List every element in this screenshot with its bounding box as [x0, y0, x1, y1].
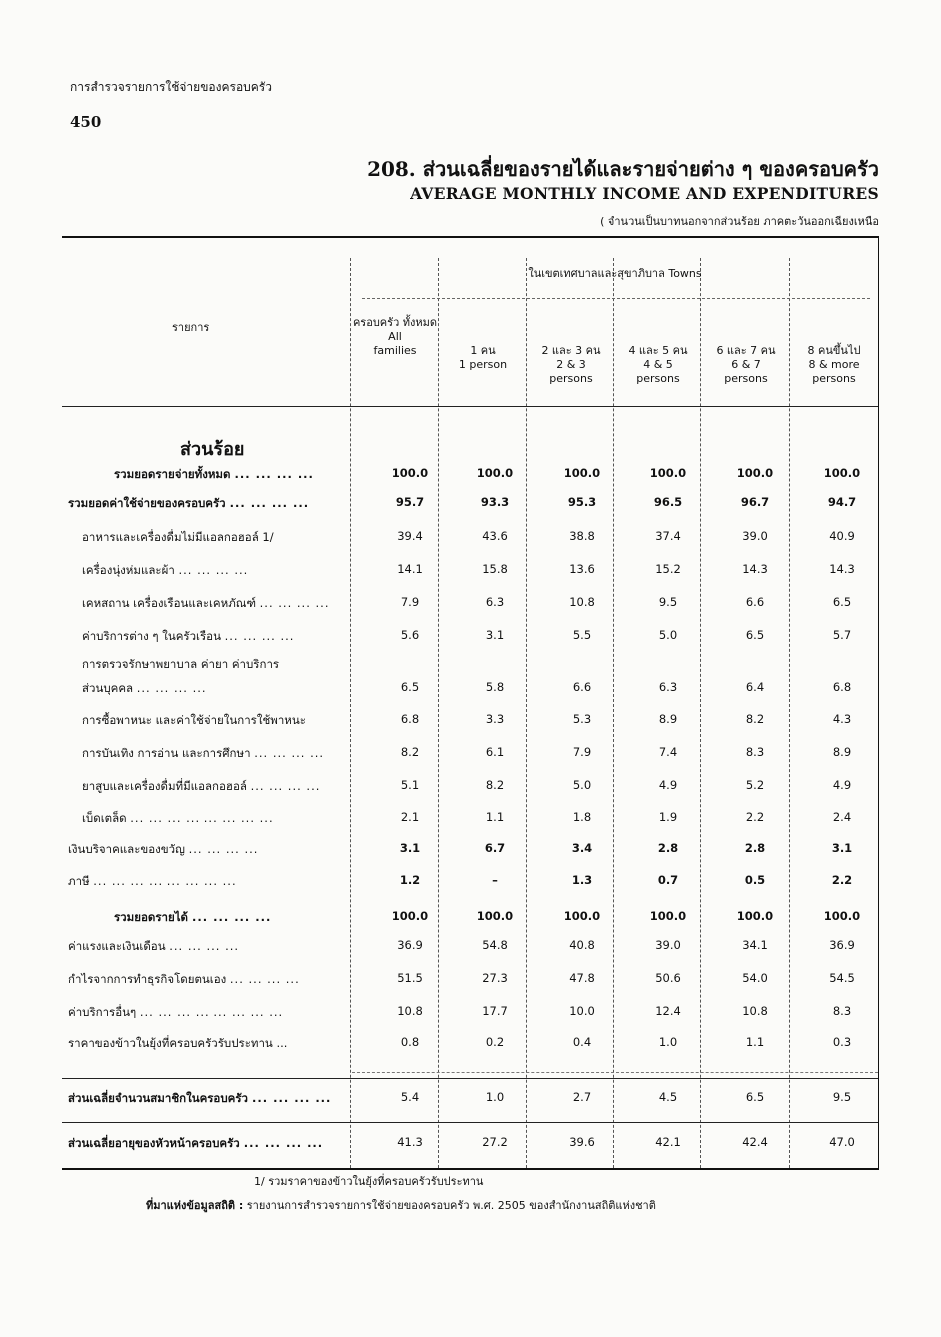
leader-dots: ... ... ... ... [139, 1005, 210, 1019]
table-row [62, 1035, 878, 1061]
table-row [62, 810, 878, 836]
row-label-text: ยาสูบและเครื่องดื่มที่มีแอลกอฮอล์ [82, 779, 247, 793]
column-header-thai: 4 และ 5 คน [628, 344, 688, 357]
cell-value: 6.5 [400, 680, 420, 694]
cell-value: 36.9 [829, 938, 855, 952]
column-header-1-person [440, 344, 526, 372]
cell-value: 7.9 [572, 745, 592, 759]
column-header-all-families [352, 316, 438, 358]
cell-value: – [492, 873, 498, 887]
column-header-english: All [388, 330, 402, 343]
cell-value: 42.1 [655, 1135, 681, 1149]
cell-value: 0.3 [832, 1035, 852, 1049]
leader-dots: ... ... ... ... [224, 629, 295, 643]
leader-dots: ... ... ... ... [250, 779, 321, 793]
cell-value: 100.0 [736, 466, 774, 480]
row-label [68, 873, 237, 891]
towns-group-header: ในเขตเทศบาลและสุขาภิบาล Towns [528, 267, 702, 280]
table-row [62, 873, 878, 899]
column-header-thai: ครอบครัว ทั้งหมด [352, 316, 438, 329]
table-title-english: AVERAGE MONTHLY INCOME AND EXPENDITURES [410, 184, 879, 203]
cell-value: 6.8 [832, 680, 852, 694]
row-label [68, 971, 300, 989]
cell-value: 1.0 [658, 1035, 678, 1049]
cell-value: 13.6 [569, 562, 595, 576]
cell-value: 8.2 [485, 778, 505, 792]
cell-value: 47.0 [829, 1135, 855, 1149]
row-label-text: ค่าแรงและเงินเดือน [68, 939, 166, 953]
row-label [68, 1135, 323, 1153]
row-label-text: อาหารและเครื่องดื่มไม่มีแอลกอฮอล์ 1/ [82, 530, 274, 544]
table-row [62, 1135, 878, 1161]
cell-value: 96.5 [653, 495, 683, 509]
row-label [82, 778, 320, 796]
column-header-english: 2 & 3 [556, 358, 586, 371]
cell-value: 3.3 [485, 712, 505, 726]
table-row [62, 778, 878, 804]
cell-value: 7.4 [658, 745, 678, 759]
leader-dots: ... ... ... ... [188, 842, 259, 856]
row-label [82, 529, 274, 547]
cell-value: 8.2 [745, 712, 765, 726]
table-title-thai: 208. ส่วนเฉลี่ยของรายได้และรายจ่ายต่าง ๆ ของครอบครัว [367, 157, 879, 181]
leader-dots: ... ... ... ... [254, 746, 325, 760]
row-label [68, 1090, 331, 1108]
row-label-text: ส่วนบุคคล [82, 681, 134, 695]
table-row [62, 909, 878, 935]
leader-dots: ... ... ... ... [169, 939, 240, 953]
cell-value: 39.0 [655, 938, 681, 952]
row-label-text: การซื้อพาหนะ และค่าใช้จ่ายในการใช้พาหนะ [82, 713, 306, 727]
table-row [62, 1004, 878, 1030]
cell-value: 39.6 [569, 1135, 595, 1149]
footnote: 1/ รวมราคาของข้าวในยุ้งที่ครอบครัวรับประทาน [254, 1175, 484, 1188]
cell-value: 6.1 [485, 745, 505, 759]
cell-value: 95.3 [567, 495, 597, 509]
leader-dots: ... ... ... ... [213, 1005, 284, 1019]
cell-value: 94.7 [827, 495, 857, 509]
cell-value: 100.0 [391, 909, 429, 923]
cell-value: 38.8 [569, 529, 595, 543]
row-label [82, 595, 330, 613]
cell-value: 6.5 [832, 595, 852, 609]
row-label [82, 562, 248, 580]
table-row [62, 529, 878, 555]
cell-value: 40.9 [829, 529, 855, 543]
cell-value: 14.3 [742, 562, 768, 576]
cell-value: 100.0 [823, 466, 861, 480]
row-label-line1: การตรวจรักษาพยาบาล ค่ายา ค่าบริการ [82, 657, 280, 671]
row-label-text: ส่วนเฉลี่ยจำนวนสมาชิกในครอบครัว [68, 1091, 248, 1105]
cell-value: 41.3 [397, 1135, 423, 1149]
column-header-english: persons [636, 372, 680, 385]
row-label [82, 680, 207, 698]
cell-value: 6.6 [745, 595, 765, 609]
cell-value: 0.2 [485, 1035, 505, 1049]
leader-dots: ... ... ... ... [203, 811, 274, 825]
table-row [62, 971, 878, 997]
cell-value: 100.0 [736, 909, 774, 923]
source-text: รายงานการสำรวจรายการใช้จ่ายของครอบครัว พ.ศ. 2505 ของสำนักงานสถิติแห่งชาติ [246, 1199, 656, 1212]
cell-value: 54.5 [829, 971, 855, 985]
cell-value: 96.7 [740, 495, 770, 509]
column-header-english: 8 & more [808, 358, 860, 371]
table-row [62, 841, 878, 867]
table-row [62, 712, 878, 738]
leader-dots: ... ... ... ... [191, 910, 272, 924]
cell-value: 54.0 [742, 971, 768, 985]
row-label-text: รวมยอดค่าใช้จ่ายของครอบครัว [68, 496, 226, 510]
cell-value: 6.5 [745, 1090, 765, 1104]
column-header-4-5-persons [615, 344, 701, 386]
column-header-2-3-persons [528, 344, 614, 386]
leader-dots: ... ... ... ... [234, 467, 314, 481]
cell-value: 2.7 [572, 1090, 592, 1104]
column-header-thai: 2 และ 3 คน [541, 344, 601, 357]
cell-value: 10.8 [569, 595, 595, 609]
section-label-percent: ส่วนร้อย [180, 439, 245, 460]
cell-value: 1.9 [658, 810, 678, 824]
cell-value: 100.0 [476, 466, 514, 480]
table-row [62, 495, 878, 521]
cell-value: 1.1 [745, 1035, 765, 1049]
row-label [68, 1004, 283, 1022]
cell-value: 4.9 [658, 778, 678, 792]
column-header-english: persons [724, 372, 768, 385]
leader-dots: ... ... ... ... [93, 874, 164, 888]
leader-dots: ... ... ... ... [229, 972, 300, 986]
cell-value: 2.8 [657, 841, 679, 855]
cell-value: 0.4 [572, 1035, 592, 1049]
row-label [114, 466, 314, 484]
cell-value: 12.4 [655, 1004, 681, 1018]
leader-dots: ... ... ... ... [229, 496, 310, 510]
cell-value: 36.9 [397, 938, 423, 952]
column-header-thai: 1 คน [470, 344, 496, 357]
cell-value: 2.2 [745, 810, 765, 824]
cell-value: 5.3 [572, 712, 592, 726]
cell-value: 3.1 [399, 841, 421, 855]
source-note [146, 1196, 656, 1214]
leader-dots: ... ... ... ... [136, 681, 207, 695]
cell-value: 6.8 [400, 712, 420, 726]
column-header-8-more-persons [791, 344, 877, 386]
cell-value: 6.6 [572, 680, 592, 694]
row-label-text: ค่าบริการต่าง ๆ ในครัวเรือน [82, 629, 221, 643]
cell-value: 47.8 [569, 971, 595, 985]
row-label-text: ราคาของข้าวในยุ้งที่ครอบครัวรับประทาน [68, 1036, 273, 1050]
cell-value: 27.3 [482, 971, 508, 985]
row-label-text: ภาษี [68, 874, 90, 888]
cell-value: 14.1 [397, 562, 423, 576]
cell-value: 2.1 [400, 810, 420, 824]
table-row [62, 595, 878, 621]
table-row [62, 628, 878, 654]
row-label-text: เงินบริจาคและของขวัญ [68, 842, 185, 856]
cell-value: 5.7 [832, 628, 852, 642]
cell-value: 4.5 [658, 1090, 678, 1104]
table-row [62, 745, 878, 771]
cell-value: 100.0 [476, 909, 514, 923]
row-label-text: การบันเทิง การอ่าน และการศึกษา [82, 746, 251, 760]
cell-value: 1.2 [399, 873, 421, 887]
cell-value: 6.3 [485, 595, 505, 609]
cell-value: 5.8 [485, 680, 505, 694]
row-label: ราคาของข้าวในยุ้งที่ครอบครัวรับประทาน ... [68, 1036, 288, 1050]
column-header-english: persons [812, 372, 856, 385]
row-label [68, 938, 239, 956]
cell-value: 1.0 [485, 1090, 505, 1104]
row-separator [62, 1122, 878, 1123]
row-label-text: ส่วนเฉลี่ยอายุของหัวหน้าครอบครัว [68, 1136, 240, 1150]
cell-value: 5.0 [572, 778, 592, 792]
cell-value: 9.5 [832, 1090, 852, 1104]
row-label [82, 745, 324, 763]
cell-value: 1.3 [571, 873, 593, 887]
cell-value: 5.5 [572, 628, 592, 642]
row-label [82, 712, 306, 730]
column-header-english: families [373, 344, 417, 357]
leader-dots: ... ... ... ... [166, 874, 237, 888]
row-label-text: รวมยอดรายจ่ายทั้งหมด [114, 467, 231, 481]
cell-value: 95.7 [395, 495, 425, 509]
column-header-thai: 8 คนขึ้นไป [807, 344, 861, 357]
header-rule [62, 406, 878, 407]
cell-value: 9.5 [658, 595, 678, 609]
row-label [82, 810, 274, 828]
cell-value: 6.3 [658, 680, 678, 694]
cell-value: 6.5 [745, 628, 765, 642]
cell-value: 34.1 [742, 938, 768, 952]
row-label-text: รวมยอดรายได้ [114, 910, 188, 924]
cell-value: 15.2 [655, 562, 681, 576]
leader-dots: ... ... ... ... [243, 1136, 324, 1150]
row-label-text: เครื่องนุ่งห่มและผ้า [82, 563, 175, 577]
cell-value: 6.7 [484, 841, 506, 855]
column-header-6-7-persons [702, 344, 790, 386]
cell-value: 10.8 [742, 1004, 768, 1018]
cell-value: 5.0 [658, 628, 678, 642]
column-header-thai: 6 และ 7 คน [716, 344, 776, 357]
items-column-header: รายการ [172, 321, 210, 334]
cell-value: 0.8 [400, 1035, 420, 1049]
cell-value: 1.8 [572, 810, 592, 824]
cell-value: 8.3 [832, 1004, 852, 1018]
cell-value: 1.1 [485, 810, 505, 824]
cell-value: 93.3 [480, 495, 510, 509]
cell-value: 5.1 [400, 778, 420, 792]
column-header-english: 1 person [458, 358, 508, 371]
cell-value: 51.5 [397, 971, 423, 985]
cell-value: 2.4 [832, 810, 852, 824]
cell-value: 4.3 [832, 712, 852, 726]
leader-dots: ... ... ... ... [178, 563, 249, 577]
cell-value: 5.4 [400, 1090, 420, 1104]
cell-value: 3.1 [485, 628, 505, 642]
cell-value: 42.4 [742, 1135, 768, 1149]
cell-value: 37.4 [655, 529, 681, 543]
column-header-english: 4 & 5 [643, 358, 673, 371]
cell-value: 8.9 [832, 745, 852, 759]
cell-value: 39.4 [397, 529, 423, 543]
cell-value: 10.8 [397, 1004, 423, 1018]
cell-value: 17.7 [482, 1004, 508, 1018]
row-label-text: เคหสถาน เครื่องเรือนและเคหภัณฑ์ [82, 596, 256, 610]
cell-value: 8.3 [745, 745, 765, 759]
table-row [62, 466, 878, 492]
column-header-english: 6 & 7 [731, 358, 761, 371]
cell-value: 6.4 [745, 680, 765, 694]
table-row [62, 657, 878, 706]
cell-value: 100.0 [563, 466, 601, 480]
cell-value: 4.9 [832, 778, 852, 792]
leader-dots: ... ... ... ... [251, 1091, 332, 1105]
cell-value: 3.4 [571, 841, 593, 855]
cell-value: 100.0 [563, 909, 601, 923]
cell-value: 50.6 [655, 971, 681, 985]
cell-value: 15.8 [482, 562, 508, 576]
row-label-text: กำไรจากการทำธุรกิจโดยตนเอง [68, 972, 227, 986]
table-row [62, 562, 878, 588]
cell-value: 0.5 [744, 873, 766, 887]
row-label [114, 909, 271, 927]
row-label-text: เบ็ดเตล็ด [82, 811, 127, 825]
cell-value: 7.9 [400, 595, 420, 609]
statistics-table [62, 236, 879, 1170]
cell-value: 100.0 [391, 466, 429, 480]
cell-value: 100.0 [823, 909, 861, 923]
cell-value: 43.6 [482, 529, 508, 543]
cell-value: 8.9 [658, 712, 678, 726]
cell-value: 54.8 [482, 938, 508, 952]
cell-value: 100.0 [649, 466, 687, 480]
row-separator [62, 1078, 878, 1079]
cell-value: 2.2 [831, 873, 853, 887]
row-label [68, 841, 258, 859]
cell-value: 27.2 [482, 1135, 508, 1149]
cell-value: 100.0 [649, 909, 687, 923]
leader-dots: ... ... ... ... [130, 811, 201, 825]
source-key: ที่มาแห่งข้อมูลสถิติ : [146, 1199, 244, 1212]
cell-value: 5.2 [745, 778, 765, 792]
leader-dots: ... ... ... ... [259, 596, 330, 610]
table-row [62, 1090, 878, 1116]
column-header-english: persons [549, 372, 593, 385]
cell-value: 14.3 [829, 562, 855, 576]
row-label-text: ค่าบริการอื่นๆ [68, 1005, 137, 1019]
table-row [62, 938, 878, 964]
unit-note: ( จำนวนเป็นบาทนอกจากส่วนร้อย ภาคตะวันออกเฉียงเหนือ [600, 215, 879, 228]
running-head: การสำรวจรายการใช้จ่ายของครอบครัว [70, 80, 272, 94]
row-label [82, 628, 294, 646]
cell-value: 8.2 [400, 745, 420, 759]
towns-group-rule [362, 298, 870, 299]
cell-value: 2.8 [744, 841, 766, 855]
cell-value: 5.6 [400, 628, 420, 642]
cell-value: 10.0 [569, 1004, 595, 1018]
cell-value: 0.7 [657, 873, 679, 887]
row-label [68, 495, 309, 513]
cell-value: 40.8 [569, 938, 595, 952]
row-separator [352, 1072, 878, 1073]
cell-value: 39.0 [742, 529, 768, 543]
cell-value: 3.1 [831, 841, 853, 855]
page-number: 450 [70, 113, 102, 131]
